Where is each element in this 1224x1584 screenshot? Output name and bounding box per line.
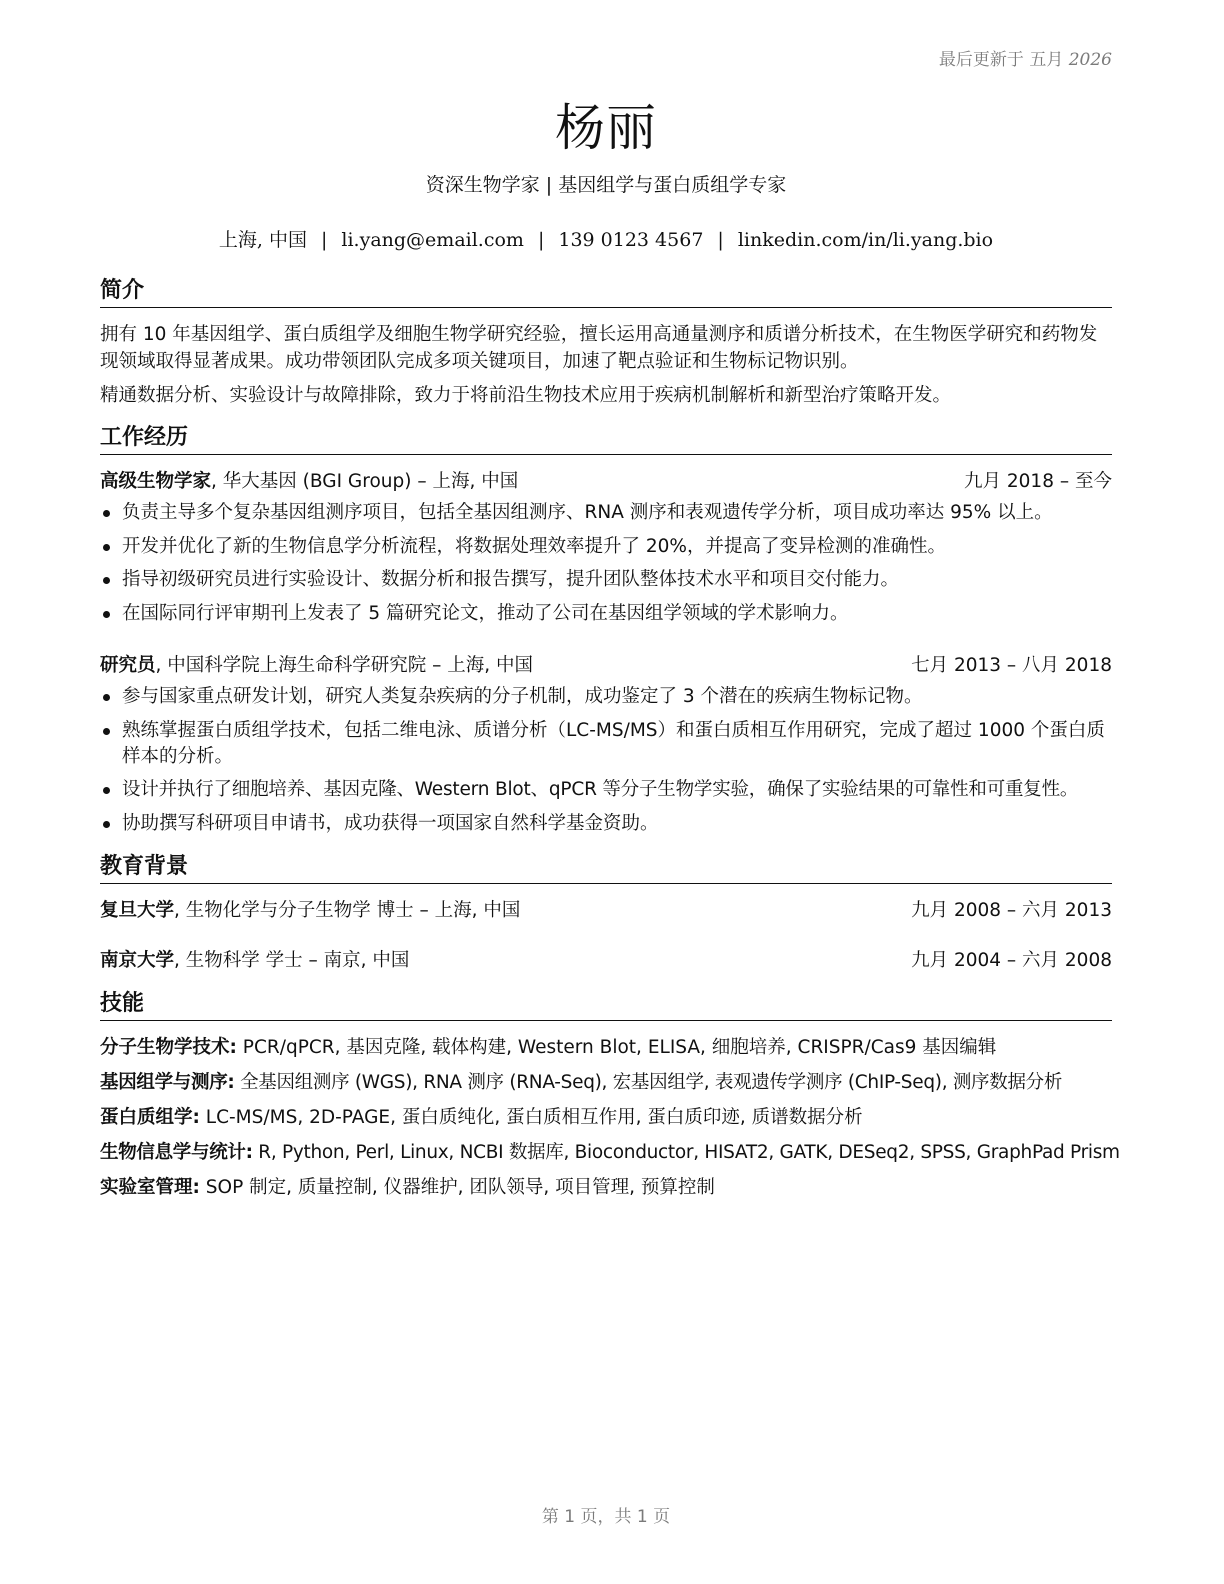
job-role: 研究员 [100,655,156,676]
job-header [100,653,1112,679]
job-bullets [100,500,1112,634]
list-item: 熟练掌握蛋白质组学技术，包括二维电泳、质谱分析（LC-MS/MS）和蛋白质相互作用研究，完成了超过 1000 个蛋白质样本的分析。 [100,718,1112,770]
contact-location: 上海, 中国 [218,229,307,251]
list-item: 指导初级研究员进行实验设计、数据分析和报告撰写，提升团队整体技术水平和项目交付能力。 [100,567,1112,593]
contact-linkedin[interactable]: linkedin.com/in/li.yang.bio [737,229,994,251]
education-dates: 九月 2008 – 六月 2013 [911,900,1112,921]
skill-row [100,1070,1112,1096]
candidate-name: 杨丽 [555,99,657,157]
skill-row [100,1035,1112,1061]
contact-separator: | [537,229,545,251]
contact-line [100,225,1112,252]
list-item: 开发并优化了新的生物信息学分析流程，将数据处理效率提升了 20%，并提高了变异检测的准确性。 [100,534,1112,560]
contact-email[interactable]: li.yang@email.com [341,229,524,251]
contact-separator: | [321,229,328,251]
skill-value: LC-MS/MS, 2D-PAGE, 蛋白质纯化, 蛋白质相互作用, 蛋白质印迹, 质谱数据分析 [199,1107,863,1128]
skill-row [100,1140,1120,1166]
last-updated-year: 2026 [1068,50,1112,70]
list-item: 负责主导多个复杂基因组测序项目，包括全基因组测序、RNA 测序和表观遗传学分析，项目成功率达 95% 以上。 [100,500,1112,526]
job-dates: 七月 2013 – 八月 2018 [911,655,1112,676]
skill-value: SOP 制定, 质量控制, 仪器维护, 团队领导, 项目管理, 预算控制 [199,1177,715,1198]
candidate-headline: 资深生物学家 | 基因组学与蛋白质组学专家 [425,174,787,196]
contact-separator: | [717,229,724,251]
section-title-skills: 技能 [100,990,1112,1021]
list-item: 协助撰写科研项目申请书，成功获得一项国家自然科学基金资助。 [100,811,1112,837]
list-item: 设计并执行了细胞培养、基因克隆、Western Blot、qPCR 等分子生物学实验，确保了实验结果的可靠性和可重复性。 [100,777,1112,803]
section-title-education: 教育背景 [100,853,1112,884]
section-title-experience: 工作经历 [100,424,1112,455]
list-item: 参与国家重点研发计划，研究人类复杂疾病的分子机制，成功鉴定了 3 个潜在的疾病生物标记物。 [100,684,1112,710]
skill-value: R, Python, Perl, Linux, NCBI 数据库, Bioconductor, HISAT2, GATK, DESeq2, SPSS, GraphPad Prism [252,1142,1120,1163]
education-item [100,948,1112,974]
list-item: 在国际同行评审期刊上发表了 5 篇研究论文，推动了公司在基因组学领域的学术影响力。 [100,601,1112,627]
school-name: 南京大学 [100,950,175,971]
skill-label: 分子生物学技术: [100,1037,237,1058]
education-item [100,898,1112,924]
job-dates: 九月 2018 – 至今 [964,471,1112,492]
job-org: , 华大基因 (BGI Group) – 上海, 中国 [211,471,519,492]
contact-phone: 139 0123 4567 [558,229,704,251]
page-number: 第 1 页，共 1 页 [541,1507,671,1527]
skill-label: 生物信息学与统计: [100,1142,253,1163]
skill-value: 全基因组测序 (WGS), RNA 测序 (RNA-Seq), 宏基因组学, 表观遗传学测序 (ChIP-Seq), 测序数据分析 [234,1072,1063,1093]
degree-detail: , 生物科学 学士 – 南京, 中国 [174,950,410,971]
education-dates: 九月 2004 – 六月 2008 [911,950,1112,971]
section-title-summary: 简介 [100,277,1112,308]
summary-paragraph: 精通数据分析、实验设计与故障排除，致力于将前沿生物技术应用于疾病机制解析和新型治疗策略开发。 [100,385,952,406]
skill-row [100,1175,1112,1201]
job-org: , 中国科学院上海生命科学研究院 – 上海, 中国 [155,655,534,676]
skill-label: 蛋白质组学: [100,1107,200,1128]
skill-label: 实验室管理: [100,1177,200,1198]
skill-value: PCR/qPCR, 基因克隆, 载体构建, Western Blot, ELISA, 细胞培养, CRISPR/Cas9 基因编辑 [236,1037,997,1058]
skill-label: 基因组学与测序: [100,1072,235,1093]
last-updated [939,45,1112,70]
school-name: 复旦大学 [100,900,175,921]
job-role: 高级生物学家 [100,471,212,492]
summary-paragraph: 拥有 10 年基因组学、蛋白质组学及细胞生物学研究经验，擅长运用高通量测序和质谱分析技术，在生物医学研究和药物发现领域取得显著成果。成功带领团队完成多项关键项目，加速了靶点验证和生物标记物识别。 [100,324,1098,372]
job-bullets [100,684,1112,844]
skill-row [100,1105,1112,1131]
job-header [100,469,1112,495]
degree-detail: , 生物化学与分子生物学 博士 – 上海, 中国 [174,900,521,921]
last-updated-label: 最后更新于 五月 [938,50,1064,70]
